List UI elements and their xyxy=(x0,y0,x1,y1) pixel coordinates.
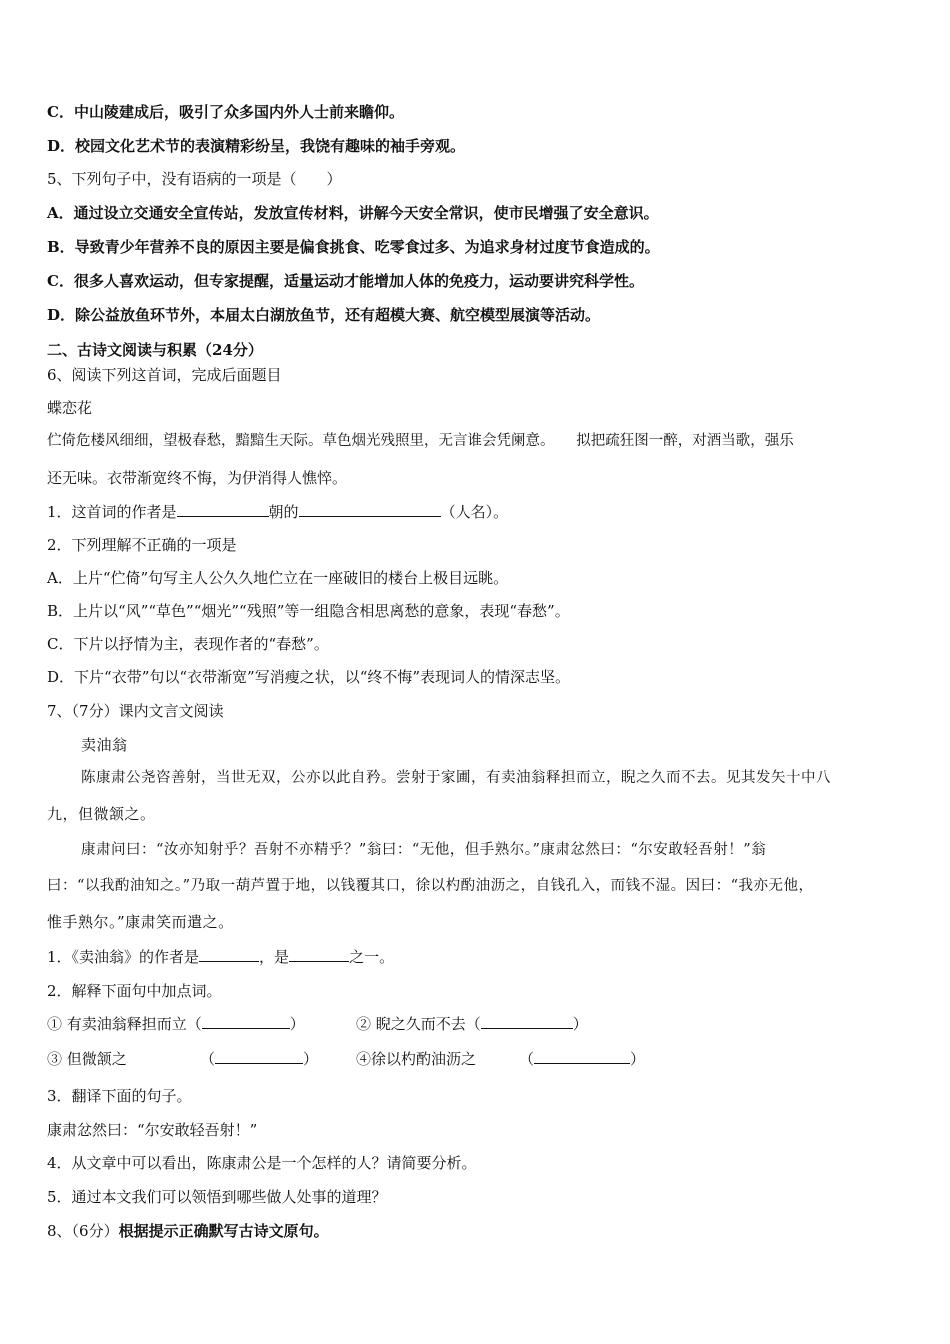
q6-sub1 xyxy=(47,501,508,523)
classical-text-p2-line3: 惟手熟尔。”康肃笑而遣之。 xyxy=(47,913,234,931)
q7-sub3: 3．翻译下面的句子。 xyxy=(47,1087,192,1105)
work-author-blank[interactable] xyxy=(199,947,259,962)
q6-option-d: D．下片“衣带”句以“衣带渐宽”写消瘦之状，以“终不悔”表现词人的情深志坚。 xyxy=(47,668,571,686)
q4-option-c: C．中山陵建成后，吸引了众多国内外人士前来瞻仰。 xyxy=(47,103,404,121)
word-item-1 xyxy=(47,1013,305,1035)
word-item-3-text: ③ 但微颔之 xyxy=(47,1050,127,1068)
word-item-1-blank[interactable] xyxy=(202,1014,290,1029)
literary-group-blank[interactable] xyxy=(289,947,349,962)
q7-sub3-sentence: 康肃忿然曰：“尔安敢轻吾射！” xyxy=(47,1121,258,1139)
word-item-4-open: （ xyxy=(519,1050,535,1068)
q7-sub1 xyxy=(47,946,394,968)
word-item-4 xyxy=(356,1048,476,1070)
q6-option-c: C．下片以抒情为主，表现作者的“春愁”。 xyxy=(47,635,329,653)
q7-sub1-text-b: ，是 xyxy=(259,948,290,966)
word-item-1-text: ① 有卖油翁释担而立（ xyxy=(47,1015,202,1033)
q6-option-b: B．上片以“风”“草色”“烟光”“残照”等一组隐含相思离愁的意象，表现“春愁”。 xyxy=(47,602,570,620)
q8 xyxy=(47,1220,329,1242)
word-item-2-close: ） xyxy=(572,1015,588,1033)
word-item-4-text: ④徐以杓酌油沥之 xyxy=(356,1050,477,1068)
q7-sub2: 2．解释下面句中加点词。 xyxy=(47,982,222,1000)
q7-sub4: 4．从文章中可以看出，陈康肃公是一个怎样的人？请简要分析。 xyxy=(47,1154,477,1172)
word-item-4-answer xyxy=(519,1048,645,1070)
q6-sub1-text-b: 朝的 xyxy=(268,503,299,521)
q7-sub1-text-a: 1．《卖油翁》的作者是 xyxy=(47,948,200,966)
q7-sub5: 5．通过本文我们可以领悟到哪些做人处事的道理？ xyxy=(47,1188,387,1206)
word-item-2-text: ② 睨之久而不去（ xyxy=(356,1015,481,1033)
classical-text-p2-line2: 曰：“以我酌油知之。”乃取一葫芦置于地，以钱覆其口，徐以杓酌油沥之，自钱孔入，而钱不湿。因曰：“我亦无他， xyxy=(47,878,814,894)
word-item-3-answer xyxy=(200,1048,318,1070)
classical-text-p1-line1: 陈康肃公尧咨善射，当世无双，公亦以此自矜。尝射于家圃，有卖油翁释担而立，睨之久而不去。见其发矢十中八 xyxy=(81,770,831,786)
q5-option-b: B．导致青少年营养不良的原因主要是偏食挑食、吃零食过多、为追求身材过度节食造成的。 xyxy=(47,238,660,256)
poem-title: 蝶恋花 xyxy=(47,399,93,417)
word-item-3-close: ） xyxy=(303,1050,319,1068)
q8-prefix: 8、（6分） xyxy=(47,1222,119,1240)
word-item-4-close: ） xyxy=(630,1050,646,1068)
classical-text-p2-line1: 康肃问曰：“汝亦知射乎？吾射不亦精乎？”翁曰：“无他，但手熟尔。”康肃忿然曰：“尔安敢轻吾射！”翁 xyxy=(81,842,767,858)
poem-line-2: 还无味。衣带渐宽终不悔，为伊消得人憔悴。 xyxy=(47,469,348,487)
classical-text-title: 卖油翁 xyxy=(81,736,128,754)
classical-text-p1-line2: 九，但微颔之。 xyxy=(47,805,156,823)
q7-stem: 7、（7分）课内文言文阅读 xyxy=(47,702,224,720)
word-item-2-blank[interactable] xyxy=(481,1014,573,1029)
author-blank[interactable] xyxy=(177,502,269,517)
word-item-3-open: （ xyxy=(200,1050,216,1068)
q6-sub1-text-c: （人名）。 xyxy=(440,503,509,521)
word-item-2 xyxy=(356,1013,588,1035)
word-item-4-blank[interactable] xyxy=(534,1049,630,1064)
q6-option-a: A．上片“伫倚”句写主人公久久地伫立在一座破旧的楼台上极目远眺。 xyxy=(47,569,509,587)
word-item-3-blank[interactable] xyxy=(215,1049,303,1064)
q8-stem: 根据提示正确默写古诗文原句。 xyxy=(118,1222,329,1240)
q6-stem: 6、阅读下列这首词，完成后面题目 xyxy=(47,366,282,384)
section-2-title: 二、古诗文阅读与积累（24分） xyxy=(47,341,263,359)
word-item-1-close: ） xyxy=(289,1015,305,1033)
q4-option-d: D．校园文化艺术节的表演精彩纷呈，我饶有趣味的袖手旁观。 xyxy=(47,137,466,155)
q6-sub1-text-a: 1．这首词的作者是 xyxy=(47,503,177,521)
q5-option-a: A．通过设立交通安全宣传站，发放宣传材料，讲解今天安全常识，使市民增强了安全意识。 xyxy=(47,204,659,222)
q5-option-c: C．很多人喜欢运动，但专家提醒，适量运动才能增加人体的免疫力，运动要讲究科学性。 xyxy=(47,272,644,290)
q5-stem: 5、下列句子中，没有语病的一项是（ ） xyxy=(47,170,342,188)
q7-sub1-text-c: 之一。 xyxy=(349,948,395,966)
q6-sub2: 2．下列理解不正确的一项是 xyxy=(47,536,237,554)
word-item-3 xyxy=(47,1048,127,1070)
dynasty-blank[interactable] xyxy=(299,502,441,517)
poem-line-1: 伫倚危楼风细细，望极春愁，黯黯生天际。草色烟光残照里，无言谁会凭阑意。 拟把疏狂图一醉，对酒当歌，强乐 xyxy=(47,433,794,449)
q5-option-d: D．除公益放鱼环节外，本届太白湖放鱼节，还有超模大赛、航空模型展演等活动。 xyxy=(47,306,601,324)
